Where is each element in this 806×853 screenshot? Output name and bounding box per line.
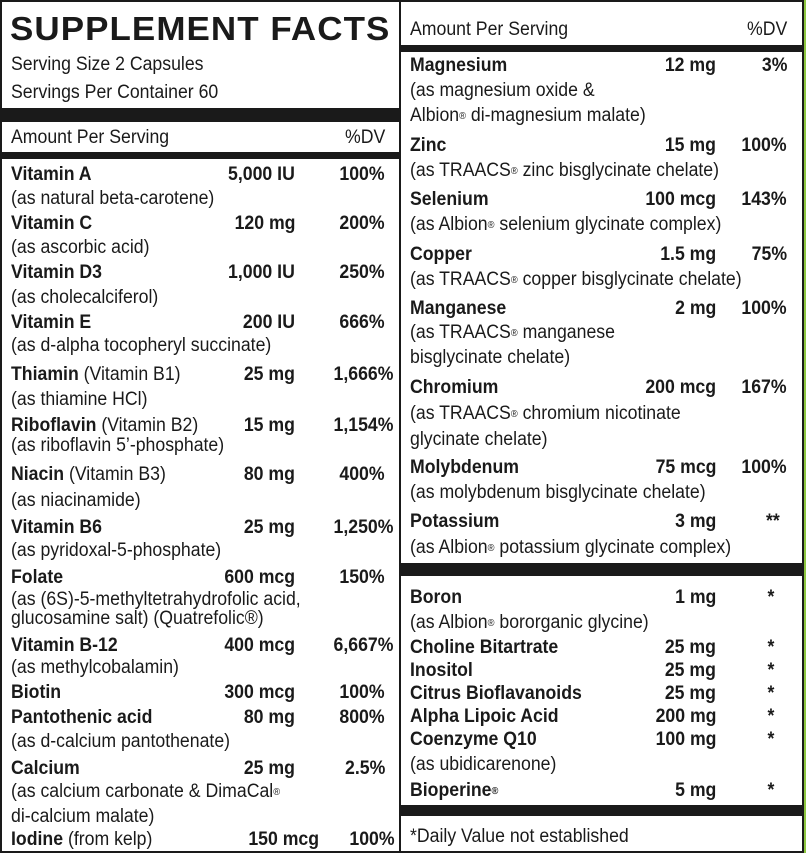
ingredient-dv: * <box>767 729 774 750</box>
nutrient-name: Potassium <box>410 511 500 532</box>
nutrient-dv: ** <box>766 511 780 532</box>
registered-mark: ® <box>510 409 518 420</box>
nutrient-name: Thiamin <box>11 364 79 385</box>
nutrient-amount: 15 mg <box>664 135 716 156</box>
ingredient-dv: * <box>767 706 774 727</box>
nutrient-name: Manganese <box>410 298 507 319</box>
ingredient-name: Choline Bitartrate <box>410 637 559 658</box>
nutrient-amount: 200 IU <box>242 312 295 333</box>
nutrient-amount: 2 mg <box>674 298 716 319</box>
nutrient-dv: 1,250% <box>333 517 393 538</box>
nutrient-source: copper bisglycinate chelate) <box>517 269 742 290</box>
nutrient-source: (as niacinamide) <box>11 490 141 511</box>
thick-divider <box>2 108 399 122</box>
nutrient-amount: 80 mg <box>243 707 295 728</box>
nutrient-source: (as TRAACS <box>410 269 511 290</box>
medium-divider <box>401 45 802 52</box>
nutrient-amount: 150 mcg <box>248 829 319 850</box>
ingredient-dv: * <box>767 780 774 801</box>
nutrient-source: (as (6S)-5-methyltetrahydrofolic acid, <box>11 589 301 610</box>
ingredient-name: Citrus Bioflavanoids <box>410 683 582 704</box>
registered-mark: ® <box>510 166 518 177</box>
panel-title: SUPPLEMENT FACTS <box>10 10 391 47</box>
nutrient-dv: 100% <box>741 135 787 156</box>
registered-mark: ® <box>510 275 518 286</box>
serving-size: Serving Size 2 Capsules <box>11 54 204 75</box>
nutrient-amount: 100 mcg <box>645 189 716 210</box>
nutrient-amount: 25 mg <box>243 758 295 779</box>
ingredient-dv: * <box>767 683 774 704</box>
nutrient-source: manganese <box>517 322 615 343</box>
nutrient-dv: 167% <box>741 377 787 398</box>
nutrient-amount: 12 mg <box>664 55 716 76</box>
header-amount-per-serving: Amount Per Serving <box>11 127 170 148</box>
nutrient-source-cont: glucosamine salt) (Quatrefolic®) <box>11 608 264 629</box>
nutrient-dv: 150% <box>339 567 385 588</box>
nutrient-source: (as d-calcium pantothenate) <box>11 731 231 752</box>
nutrient-name: Vitamin A <box>11 164 92 185</box>
header-dv: %DV <box>344 127 385 148</box>
nutrient-name: Pantothenic acid <box>11 707 153 728</box>
ingredient-name: Coenzyme Q10 <box>410 729 537 750</box>
nutrient-amount: 1,000 IU <box>228 262 295 283</box>
nutrient-amount: 5,000 IU <box>228 164 295 185</box>
nutrient-name: Vitamin B6 <box>11 517 103 538</box>
nutrient-amount: 400 mcg <box>224 635 295 656</box>
nutrient-dv: 100% <box>339 682 385 703</box>
nutrient-name: Copper <box>410 244 472 265</box>
nutrient-name: Vitamin C <box>11 213 93 234</box>
ingredient-source: (as ubidicarenone) <box>410 754 557 775</box>
ingredient-name: Inositol <box>410 660 473 681</box>
registered-mark: ® <box>487 618 495 629</box>
nutrient-dv: 666% <box>339 312 385 333</box>
nutrient-name: Selenium <box>410 189 489 210</box>
ingredient-name: Bioperine <box>410 780 492 801</box>
ingredient-amount: 1 mg <box>674 587 716 608</box>
nutrient-source: chromium nicotinate <box>517 403 681 424</box>
ingredient-amount: 5 mg <box>674 780 716 801</box>
registered-mark: ® <box>273 787 281 798</box>
nutrient-dv: 200% <box>339 213 385 234</box>
nutrient-dv: 2.5% <box>344 758 385 779</box>
nutrient-name: Vitamin E <box>11 312 92 333</box>
nutrient-amount: 25 mg <box>243 517 295 538</box>
nutrient-dv: 6,667% <box>333 635 393 656</box>
nutrient-dv: 100% <box>741 298 787 319</box>
nutrient-amount: 200 mcg <box>645 377 716 398</box>
nutrient-dv: 100% <box>741 457 787 478</box>
nutrient-name: Vitamin D3 <box>11 262 103 283</box>
nutrient-source: (as riboflavin 5’-phosphate) <box>11 435 225 456</box>
nutrient-name: Magnesium <box>410 55 508 76</box>
nutrient-qualifier: (Vitamin B2) <box>101 415 199 436</box>
nutrient-source: (as d-alpha tocopheryl succinate) <box>11 335 272 356</box>
nutrient-name: Molybdenum <box>410 457 519 478</box>
ingredient-name: Alpha Lipoic Acid <box>410 706 559 727</box>
ingredient-amount: 200 mg <box>655 706 716 727</box>
nutrient-dv: 100% <box>349 829 395 850</box>
ingredient-dv: * <box>767 660 774 681</box>
nutrient-amount: 600 mcg <box>224 567 295 588</box>
ingredient-amount: 25 mg <box>664 637 716 658</box>
nutrient-amount: 3 mg <box>674 511 716 532</box>
nutrient-source: (as methylcobalamin) <box>11 657 179 678</box>
nutrient-name: Biotin <box>11 682 62 703</box>
nutrient-source-cont: glycinate chelate) <box>410 429 548 450</box>
nutrient-amount: 25 mg <box>243 364 295 385</box>
nutrient-source-cont: Albion <box>410 105 460 126</box>
nutrient-name: Riboflavin <box>11 415 97 436</box>
registered-mark: ® <box>510 328 518 339</box>
nutrient-source: (as TRAACS <box>410 160 511 181</box>
nutrient-source: (as TRAACS <box>410 322 511 343</box>
nutrient-dv: 143% <box>741 189 787 210</box>
header-dv: %DV <box>746 19 787 40</box>
nutrient-amount: 75 mcg <box>655 457 716 478</box>
ingredient-name: Boron <box>410 587 463 608</box>
nutrient-source: zinc bisglycinate chelate) <box>517 160 720 181</box>
nutrient-name: Zinc <box>410 135 447 156</box>
nutrient-name: Vitamin B-12 <box>11 635 118 656</box>
header-amount-per-serving: Amount Per Serving <box>410 19 569 40</box>
nutrient-source-cont: di-magnesium malate) <box>465 105 646 126</box>
ingredient-amount: 25 mg <box>664 660 716 681</box>
nutrient-source-cont: di-calcium malate) <box>11 806 155 827</box>
thick-divider <box>401 563 802 576</box>
nutrient-dv: 1,666% <box>333 364 393 385</box>
nutrient-amount: 1.5 mg <box>660 244 716 265</box>
nutrient-amount: 300 mcg <box>224 682 295 703</box>
nutrient-amount: 80 mg <box>243 464 295 485</box>
nutrient-source: (as Albion <box>410 537 488 558</box>
nutrient-source: (as natural beta-carotene) <box>11 188 215 209</box>
nutrient-qualifier: (from kelp) <box>67 829 153 850</box>
nutrient-name: Niacin <box>11 464 65 485</box>
nutrient-source: (as pyridoxal-5-phosphate) <box>11 540 222 561</box>
registered-mark: ® <box>487 220 495 231</box>
ingredient-amount: 25 mg <box>664 683 716 704</box>
registered-mark: ® <box>487 543 495 554</box>
servings-per-container: Servings Per Container 60 <box>11 82 219 103</box>
nutrient-source: selenium glycinate complex) <box>494 214 722 235</box>
nutrient-source-cont: bisglycinate chelate) <box>410 347 571 368</box>
registered-mark: ® <box>459 111 466 122</box>
nutrient-source: (as Albion <box>410 214 488 235</box>
ingredient-dv: * <box>767 587 774 608</box>
nutrient-dv: 400% <box>339 464 385 485</box>
nutrient-dv: 3% <box>761 55 787 76</box>
nutrient-source: potassium glycinate complex) <box>494 537 732 558</box>
nutrient-dv: 800% <box>339 707 385 728</box>
nutrient-source: (as molybdenum bisglycinate chelate) <box>410 482 706 503</box>
ingredient-source: bororganic glycine) <box>494 612 649 633</box>
nutrient-amount: 120 mg <box>234 213 295 234</box>
nutrient-dv: 100% <box>339 164 385 185</box>
ingredient-dv: * <box>767 637 774 658</box>
nutrient-dv: 75% <box>751 244 787 265</box>
right-column <box>401 2 802 851</box>
nutrient-source: (as TRAACS <box>410 403 511 424</box>
nutrient-source: (as magnesium oxide & <box>410 80 595 101</box>
nutrient-qualifier: (Vitamin B1) <box>83 364 181 385</box>
nutrient-source: (as cholecalciferol) <box>11 287 159 308</box>
left-column <box>2 2 401 851</box>
thick-divider <box>401 805 802 816</box>
registered-mark: ® <box>491 786 499 797</box>
nutrient-name: Calcium <box>11 758 80 779</box>
nutrient-dv: 250% <box>339 262 385 283</box>
nutrient-source: (as thiamine HCl) <box>11 389 148 410</box>
nutrient-source: (as calcium carbonate & DimaCal <box>11 781 274 802</box>
nutrient-source: (as ascorbic acid) <box>11 237 150 258</box>
medium-divider <box>2 152 399 159</box>
nutrient-qualifier: (Vitamin B3) <box>68 464 166 485</box>
nutrient-amount: 15 mg <box>243 415 295 436</box>
ingredient-source: (as Albion <box>410 612 488 633</box>
nutrient-name: Folate <box>11 567 64 588</box>
footnote: *Daily Value not established <box>410 826 629 847</box>
nutrient-name: Iodine <box>11 829 64 850</box>
nutrient-dv: 1,154% <box>333 415 393 436</box>
nutrient-name: Chromium <box>410 377 499 398</box>
ingredient-amount: 100 mg <box>655 729 716 750</box>
